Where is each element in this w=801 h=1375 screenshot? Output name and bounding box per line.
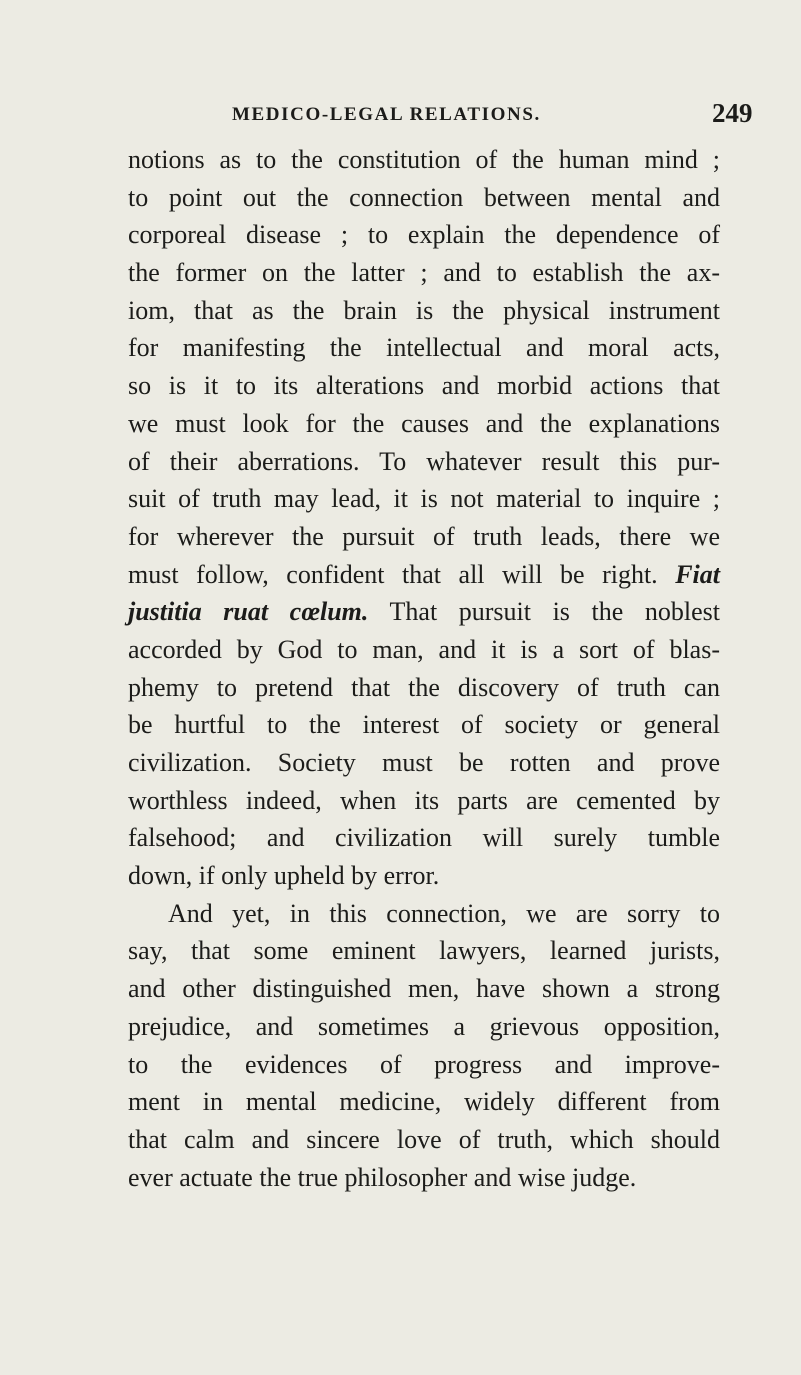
text-line: and other distinguished men, have shown a strong (128, 974, 720, 1004)
text-line: be hurtful to the interest of society or general (128, 710, 720, 740)
text-span: must follow, confident that all will be right. (128, 559, 676, 589)
latin-phrase: justitia ruat cœlum. (128, 597, 369, 627)
text-span: That pursuit is the noblest (368, 597, 720, 627)
page-number: 249 (712, 98, 753, 128)
text-line: ment in mental medicine, widely different from (128, 1087, 720, 1117)
body-text (128, 141, 720, 1196)
text-line: And yet, in this connection, we are sorry to (168, 898, 720, 928)
latin-phrase: Fiat (675, 559, 720, 589)
text-line (128, 556, 720, 594)
text-line: iom, that as the brain is the physical instrument (128, 295, 720, 325)
text-line: for wherever the pursuit of truth leads, there we (128, 521, 720, 551)
paragraph-1 (128, 141, 720, 895)
text-line: the former on the latter ; and to establish the ax- (128, 258, 720, 288)
text-line: to point out the connection between mental and (128, 182, 720, 212)
text-line: ever actuate the true philosopher and wise judge. (128, 1162, 637, 1192)
text-line: say, that some eminent lawyers, learned jurists, (128, 936, 720, 966)
text-line: that calm and sincere love of truth, which should (128, 1124, 720, 1154)
text-line: so is it to its alterations and morbid actions that (128, 371, 720, 401)
text-line (128, 593, 720, 631)
text-line: down, if only upheld by error. (128, 861, 440, 891)
running-head (0, 100, 801, 130)
text-line: notions as to the constitution of the human mind ; (128, 145, 720, 174)
text-line: of their aberrations. To whatever result this pur- (128, 446, 720, 476)
paragraph-2 (128, 895, 720, 1197)
text-line: we must look for the causes and the explanations (128, 408, 720, 438)
text-line: accorded by God to man, and it is a sort of blas- (128, 634, 720, 664)
text-line: prejudice, and sometimes a grievous opposition, (128, 1011, 720, 1041)
text-line: civilization. Society must be rotten and prove (128, 748, 720, 777)
text-line: for manifesting the intellectual and moral acts, (128, 333, 720, 363)
text-line: to the evidences of progress and improve- (128, 1049, 720, 1079)
text-line: phemy to pretend that the discovery of truth can (128, 672, 720, 702)
text-line: worthless indeed, when its parts are cemented by (128, 785, 720, 815)
text-line: falsehood; and civilization will surely tumble (128, 823, 720, 853)
text-line: corporeal disease ; to explain the dependence of (128, 220, 720, 250)
running-title: MEDICO-LEGAL RELATIONS. (232, 104, 541, 125)
text-line: suit of truth may lead, it is not material to inquire ; (128, 484, 720, 514)
